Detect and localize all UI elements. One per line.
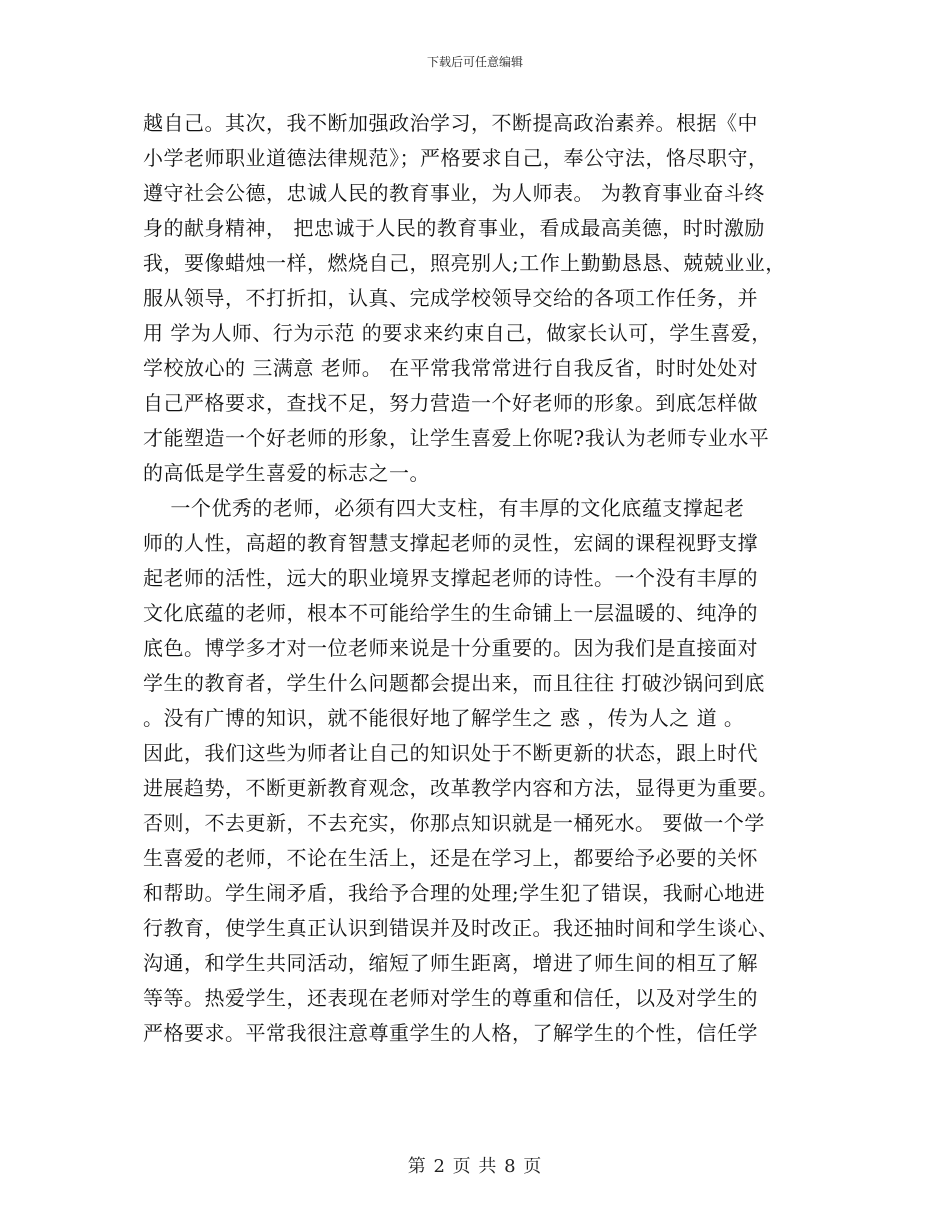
page-footer: 第 2 页 共 8 页 xyxy=(407,1156,543,1177)
text-line: 严格要求。平常我很注意尊重学生的人格，了解学生的个性，信任学 xyxy=(143,1021,758,1045)
text-line: 。没有广博的知识，就不能很好地了解学生之 惑 ，传为人之 道 。 xyxy=(143,706,745,730)
text-line: 师的人性，高超的教育智慧支撑起老师的灵性，宏阔的课程视野支撑 xyxy=(143,531,758,555)
paragraph-start-line: 一个优秀的老师，必须有四大支柱，有丰厚的文化底蕴支撑起老 xyxy=(143,496,745,520)
text-line: 遵守社会公德，忠诚人民的教育事业，为人师表。 为教育事业奋斗终 xyxy=(143,181,765,205)
page-header: 下载后可任意编辑 xyxy=(426,55,523,69)
text-line: 起老师的活性，远大的职业境界支撑起老师的诗性。一个没有丰厚的 xyxy=(143,566,758,590)
text-line: 生喜爱的老师，不论在生活上，还是在学习上，都要给予必要的关怀 xyxy=(143,846,758,870)
text-line: 进展趋势，不断更新教育观念，改革教学内容和方法，显得更为重要。 xyxy=(143,776,779,800)
text-line: 自己严格要求，查找不足，努力营造一个好老师的形象。到底怎样做 xyxy=(143,391,758,415)
text-line: 我，要像蜡烛一样，燃烧自己，照亮别人;工作上勤勤恳恳、兢兢业业， xyxy=(143,251,786,275)
text-line: 学生的教育者，学生什么问题都会提出来，而且往往 打破沙锅问到底 xyxy=(143,671,765,695)
text-line: 否则，不去更新，不去充实，你那点知识就是一桶死水。 要做一个学 xyxy=(143,811,765,835)
text-line: 文化底蕴的老师，根本不可能给学生的生命铺上一层温暖的、纯净的 xyxy=(143,601,758,625)
text-line: 才能塑造一个好老师的形象，让学生喜爱上你呢?我认为老师专业水平 xyxy=(143,426,770,450)
text-line: 和帮助。学生闹矛盾，我给予合理的处理;学生犯了错误，我耐心地进 xyxy=(143,881,766,905)
text-line: 小学老师职业道德法律规范》；严格要求自己，奉公守法，恪尽职守， xyxy=(143,146,769,170)
text-line: 用 学为人师、行为示范 的要求来约束自己，做家长认可，学生喜爱， xyxy=(143,321,772,345)
text-line: 行教育，使学生真正认识到错误并及时改正。我还抽时间和学生谈心、 xyxy=(143,916,779,940)
text-line: 等等。热爱学生，还表现在老师对学生的尊重和信任，以及对学生的 xyxy=(143,986,758,1010)
body-text xyxy=(143,106,813,1051)
text-line: 因此，我们这些为师者让自己的知识处于不断更新的状态，跟上时代 xyxy=(143,741,758,765)
text-line: 学校放心的 三满意 老师。 在平常我常常进行自我反省，时时处处对 xyxy=(143,356,759,380)
text-line: 服从领导，不打折扣，认真、完成学校领导交给的各项工作任务，并 xyxy=(143,286,758,310)
text-line: 沟通，和学生共同活动，缩短了师生距离，增进了师生间的相互了解 xyxy=(143,951,758,975)
text-line: 越自己。其次，我不断加强政治学习，不断提高政治素养。根据《中 xyxy=(143,111,758,135)
text-line: 底色。博学多才对一位老师来说是十分重要的。因为我们是直接面对 xyxy=(143,636,758,660)
text-line: 身的献身精神， 把忠诚于人民的教育事业，看成最高美德，时时激励 xyxy=(143,216,765,240)
text-line: 的高低是学生喜爱的标志之一。 xyxy=(143,461,430,485)
